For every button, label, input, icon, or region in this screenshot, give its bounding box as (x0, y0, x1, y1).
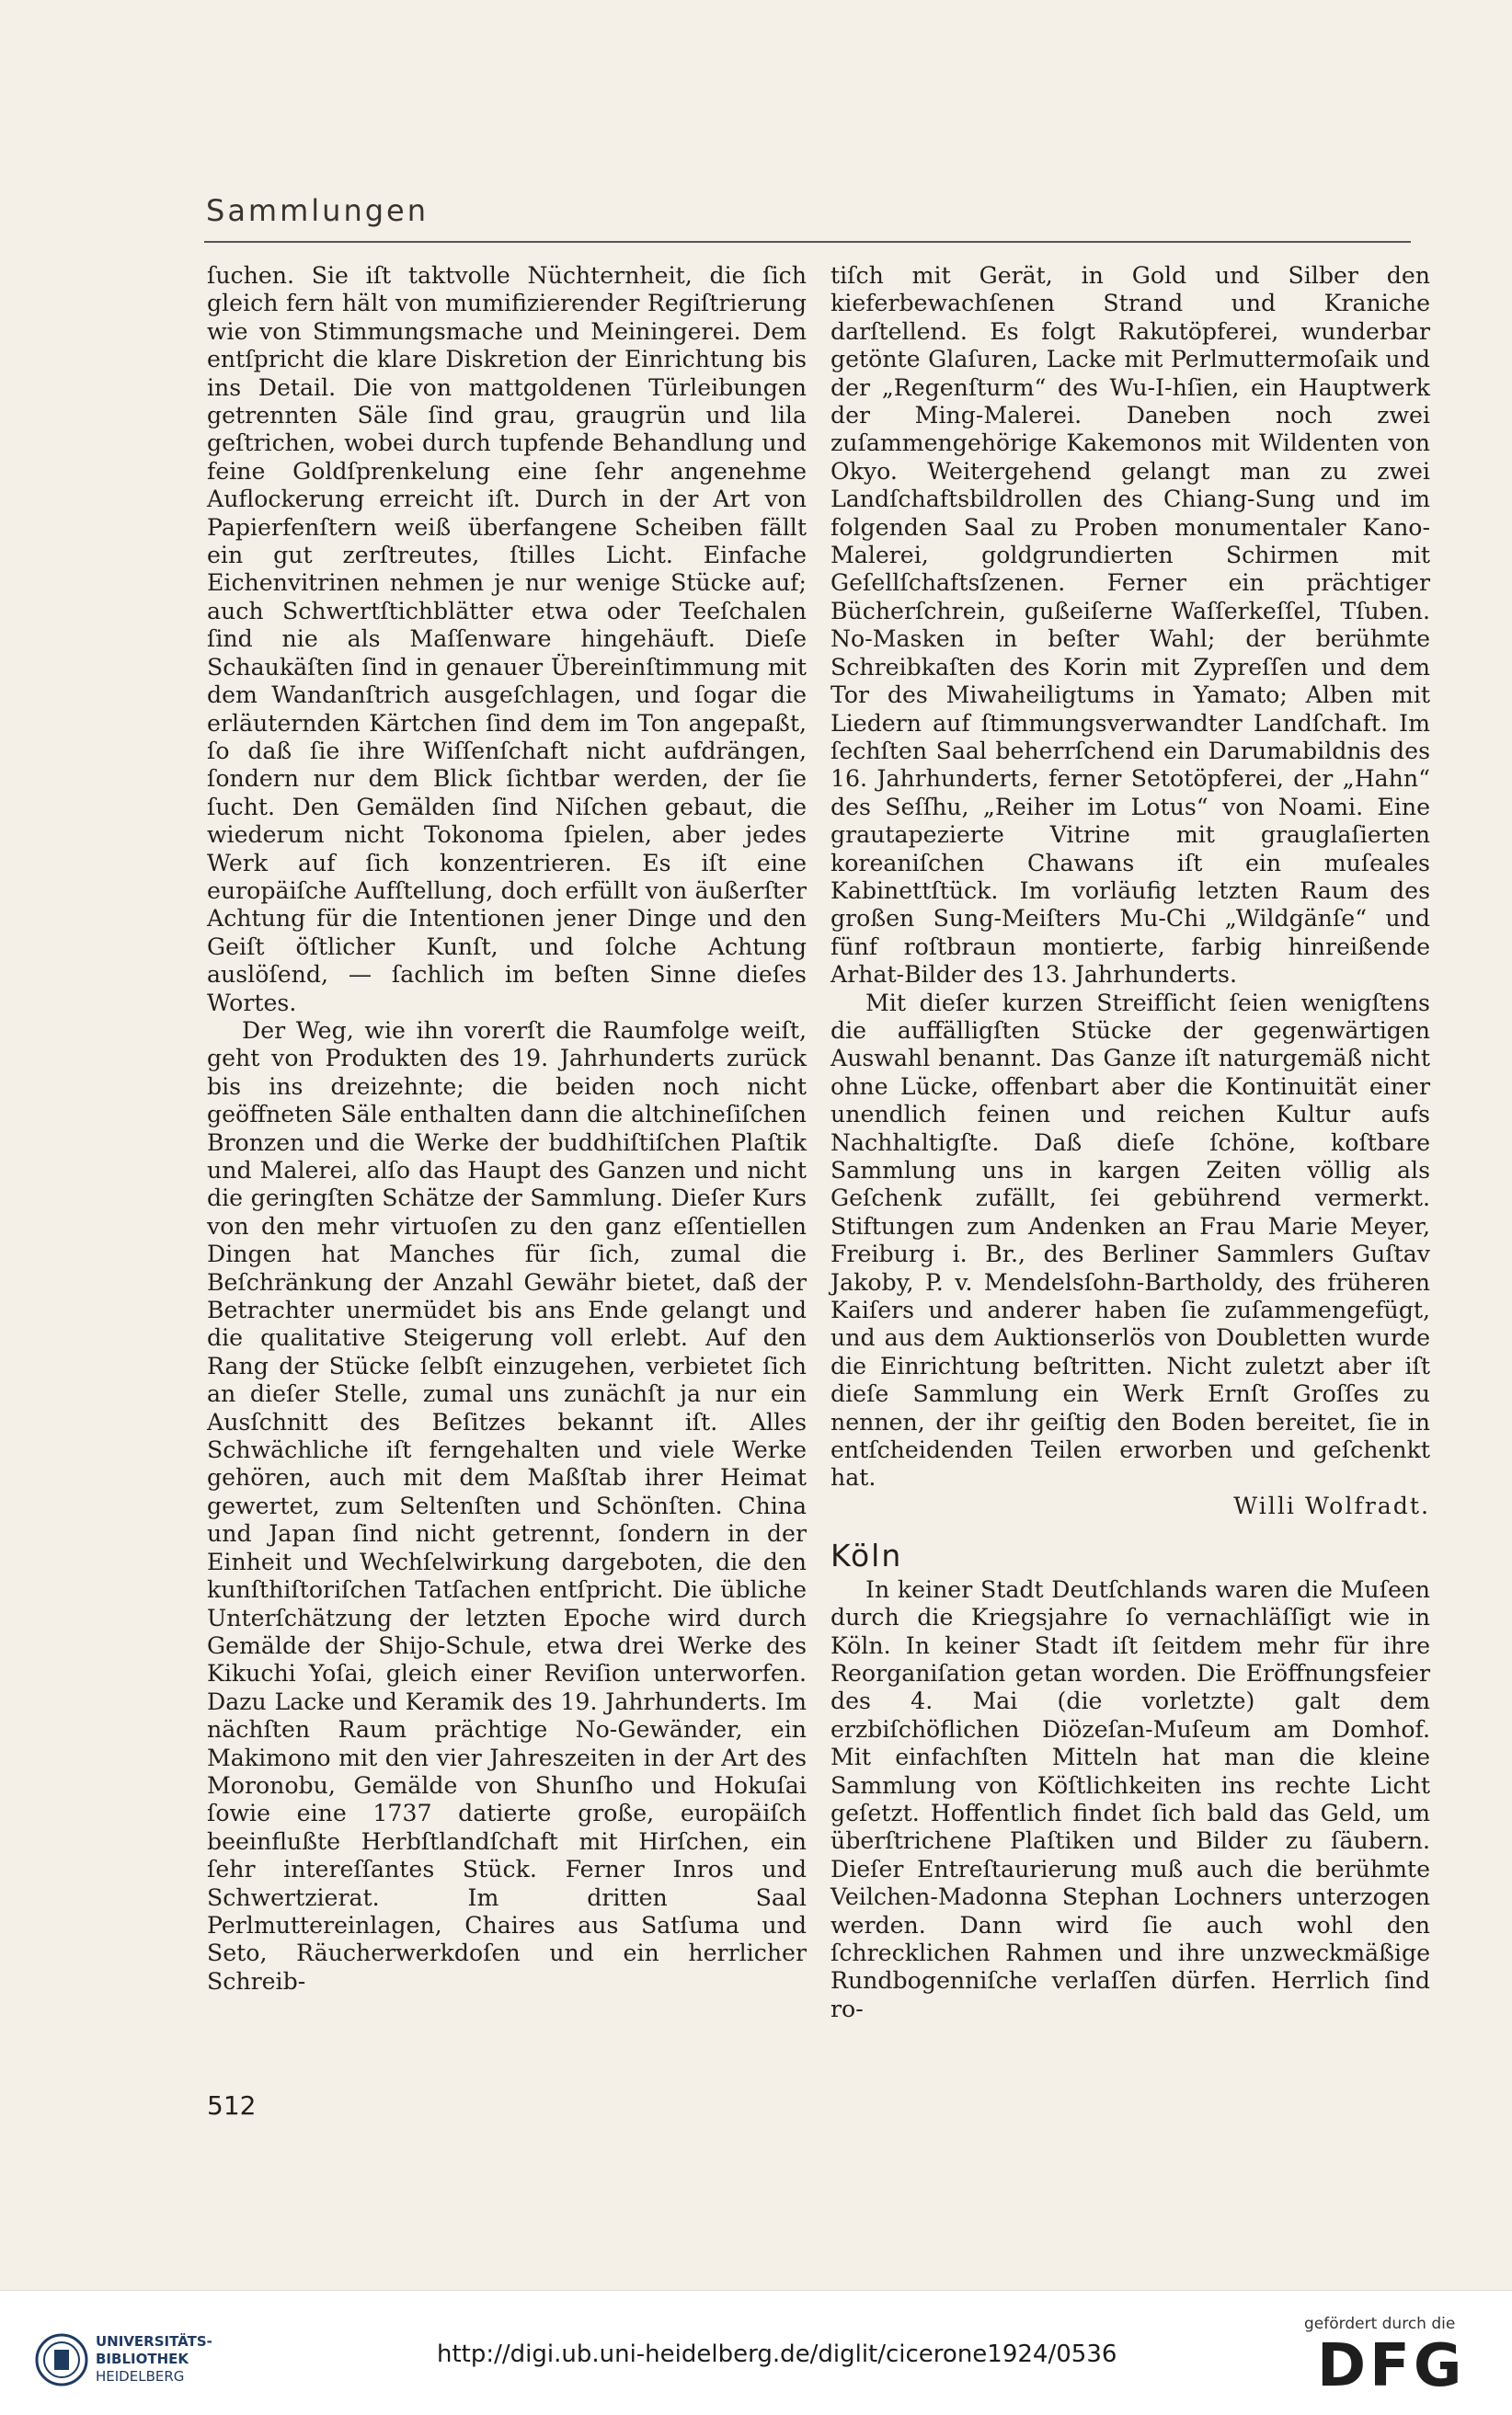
section-heading-koeln: Köln (830, 1538, 903, 1574)
right-column (830, 262, 1430, 2023)
right-paragraph-1: tiſch mit Gerät, in Gold und Silber den kieferbewachſenen Strand und Kraniche darſtellend. Es folgt Rakutöpferei, wunderbar getönte Glaſuren, Lacke mit Perlmuttermoſaik und der „Regenſturm“ des Wu-I-hſien, ein Hauptwerk der Ming-Malerei. Daneben noch zwei zuſammengehörige Kakemonos mit Wildenten von Okyo. Weitergehend gelangt man zu zwei Landſchaftsbildrollen des Chiang-Sung und im folgenden Saal zu Proben monumentaler Kano-Malerei, goldgrundierten Schirmen mit Geſellſchaftsſzenen. Ferner ein prächtiger Bücherſchrein, gußeiſerne Waſſerkeſſel, Tſuben. No-Masken in beſter Wahl; der berühmte Schreibkaſten des Korin mit Zypreſſen und dem Tor des Miwaheiligtums in Yamato; Alben mit Liedern auf ſtimmungsverwandter Landſchaft. Im ſechſten Saal beherrſchend ein Darumabildnis des 16. Jahrhunderts, ferner Setotöpferei, der „Hahn“ des Seſſhu, „Reiher im Lotus“ von Noami. Eine grautapezierte Vitrine mit grauglaſierten koreaniſchen Chawans iſt ein muſeales Kabinettſtück. Im vorläufig letzten Raum des großen Sung-Meiſters Mu-Chi „Wildgänſe“ und fünf roſtbraun montierte, farbig hinreißende Arhat-Bilder des 13. Jahrhunderts. (830, 262, 1430, 989)
left-column (207, 262, 807, 1996)
university-seal-icon (35, 2333, 88, 2386)
institution-name (96, 2333, 212, 2386)
dfg-logo: DFG (1317, 2332, 1466, 2400)
author-signature: Willi Wolfradt. (1233, 1492, 1430, 1519)
institution-line-3: HEIDELBERG (96, 2368, 185, 2385)
left-paragraph-1: ſuchen. Sie iſt taktvolle Nüchternheit, die ſich gleich fern hält von mumifizierender Regiſtrierung wie von Stimmungsmache und Meiningerei. Dem entſpricht die klare Diskretion der Einrichtung bis ins Detail. Die von mattgoldenen Türleibungen getrennten Säle ſind grau, graugrün und lila geſtrichen, wobei durch tupfende Behandlung und feine Goldſprenkelung eine ſehr angenehme Auflockerung erreicht iſt. Durch in der Art von Papierfenſtern weiß überfangene Scheiben fällt ein gut zerſtreutes, ſtilles Licht. Einfache Eichenvitrinen nehmen je nur wenige Stücke auf; auch Schwertſtichblätter etwa oder Teeſchalen ſind nie als Maſſenware hingehäuft. Dieſe Schaukäſten ſind in genauer Übereinſtimmung mit dem Wandanſtrich ausgeſchlagen, und ſogar die erläuternden Kärtchen ſind dem im Ton angepaßt, ſo daß ſie ihre Wiſſenſchaft nicht aufdrängen, ſondern nur dem Blick ſichtbar werden, der ſie ſucht. Den Gemälden ſind Niſchen gebaut, die wiederum nicht Tokonoma ſpielen, aber jedes Werk auf ſich konzentrieren. Es iſt eine europäiſche Aufſtellung, doch erfüllt von äußerſter Achtung für die Intentionen jener Dinge und den Geiſt öſtlicher Kunſt, und ſolche Achtung auslöſend, — ſachlich im beſten Sinne dieſes Wortes. (207, 262, 807, 1016)
funded-by-label: gefördert durch die (1304, 2315, 1456, 2333)
header-rule (204, 241, 1411, 243)
digitization-footer (0, 2290, 1512, 2415)
right-paragraph-2: Mit dieſer kurzen Streifſicht ſeien wenigſtens die auffälligſten Stücke der gegenwärtigen Auswahl benannt. Das Ganze iſt naturgemäß nicht ohne Lücke, offenbart aber die Kontinuität einer unendlich feinen und reichen Kultur aufs Nachhaltigſte. Daß dieſe ſchöne, koſtbare Sammlung uns in kargen Zeiten völlig als Geſchenk zufällt, ſei gebührend vermerkt. Stiftungen zum Andenken an Frau Marie Meyer, Freiburg i. Br., des Berliner Sammlers Guſtav Jakoby, P. v. Mendelsſohn-Bartholdy, des früheren Kaiſers und anderer haben ſie zuſammengefügt, und aus dem Auktionserlös von Doubletten wurde die Einrichtung beſtritten. Nicht zuletzt aber iſt dieſe Sammlung ein Werk Ernſt Groſſes zu nennen, der ihr geiſtig den Boden bereitet, ſie in entſcheidenden Teilen erworben und geſchenkt hat. (830, 989, 1430, 1492)
koeln-paragraph: In keiner Stadt Deutſchlands waren die Muſeen durch die Kriegsjahre ſo vernachläſſigt wie in Köln. In keiner Stadt iſt ſeitdem mehr für ihre Reorganiſation getan worden. Die Eröffnungsfeier des 4. Mai (die vorletzte) galt dem erzbiſchöflichen Diözeſan-Muſeum am Domhof. Mit einfachſten Mitteln hat man die kleine Sammlung von Köſtlichkeiten ins rechte Licht geſetzt. Hoffentlich findet ſich bald das Geld, um überſtrichene Plaſtiken und Bilder zu ſäubern. Dieſer Entreſtaurierung muß auch die berühmte Veilchen-Madonna Stephan Lochners unterzogen werden. Dann wird ſie auch wohl den ſchrecklichen Rahmen und ihre unzweckmäßige Rundbogenniſche verlaſſen dürfen. Herrlich ſind ro- (830, 1575, 1430, 2022)
running-head: Sammlungen (206, 193, 429, 228)
institution-line-2: BIBLIOTHEK (96, 2351, 189, 2367)
permalink-url[interactable]: http://digi.ub.uni-heidelberg.de/diglit/cicerone1924/0536 (437, 2341, 1117, 2368)
page-number: 512 (207, 2090, 257, 2121)
left-paragraph-2: Der Weg, wie ihn vorerſt die Raumfolge weiſt, geht von Produkten des 19. Jahrhunderts zurück bis ins dreizehnte; die beiden noch nicht geöffneten Säle enthalten dann die altchineſiſchen Bronzen und die Werke der buddhiſtiſchen Plaſtik und Malerei, alſo das Haupt des Ganzen und nicht die geringſten Schätze der Sammlung. Dieſer Kurs von den mehr virtuoſen zu den ganz eſſentiellen Dingen hat Manches für ſich, zumal die Beſchränkung der Anzahl Gewähr bietet, daß der Betrachter unermüdet bis ans Ende gelangt und die qualitative Steigerung voll erlebt. Auf den Rang der Stücke ſelbſt einzugehen, verbietet ſich an dieſer Stelle, zumal uns zunächſt ja nur ein Ausſchnitt des Beſitzes bekannt iſt. Alles Schwächliche iſt ferngehalten und viele Werke gehören, auch mit dem Maßſtab ihrer Heimat gewertet, zum Seltenſten und Schönſten. China und Japan ſind nicht getrennt, ſondern in der Einheit und Wechſelwirkung dargeboten, die den kunſthiſtoriſchen Tatſachen entſpricht. Die übliche Unterſchätzung der letzten Epoche wird durch Gemälde der Shijo-Schule, etwa drei Werke des Kikuchi Yoſai, gleich einer Reviſion unterworfen. Dazu Lacke und Keramik des 19. Jahrhunderts. Im nächſten Raum prächtige No-Gewänder, ein Makimono mit den vier Jahreszeiten in der Art des Moronobu, Gemälde von Shunſho und Hokuſai ſowie eine 1737 datierte große, europäiſch beeinflußte Herbſtlandſchaft mit Hirſchen, ein ſehr intereſſantes Stück. Ferner Inros und Schwertzierat. Im dritten Saal Perlmuttereinlagen, Chaires aus Satſuma und Seto, Räucherwerkdoſen und ein herrlicher Schreib- (207, 1016, 807, 1995)
institution-line-1: UNIVERSITÄTS- (96, 2333, 212, 2350)
